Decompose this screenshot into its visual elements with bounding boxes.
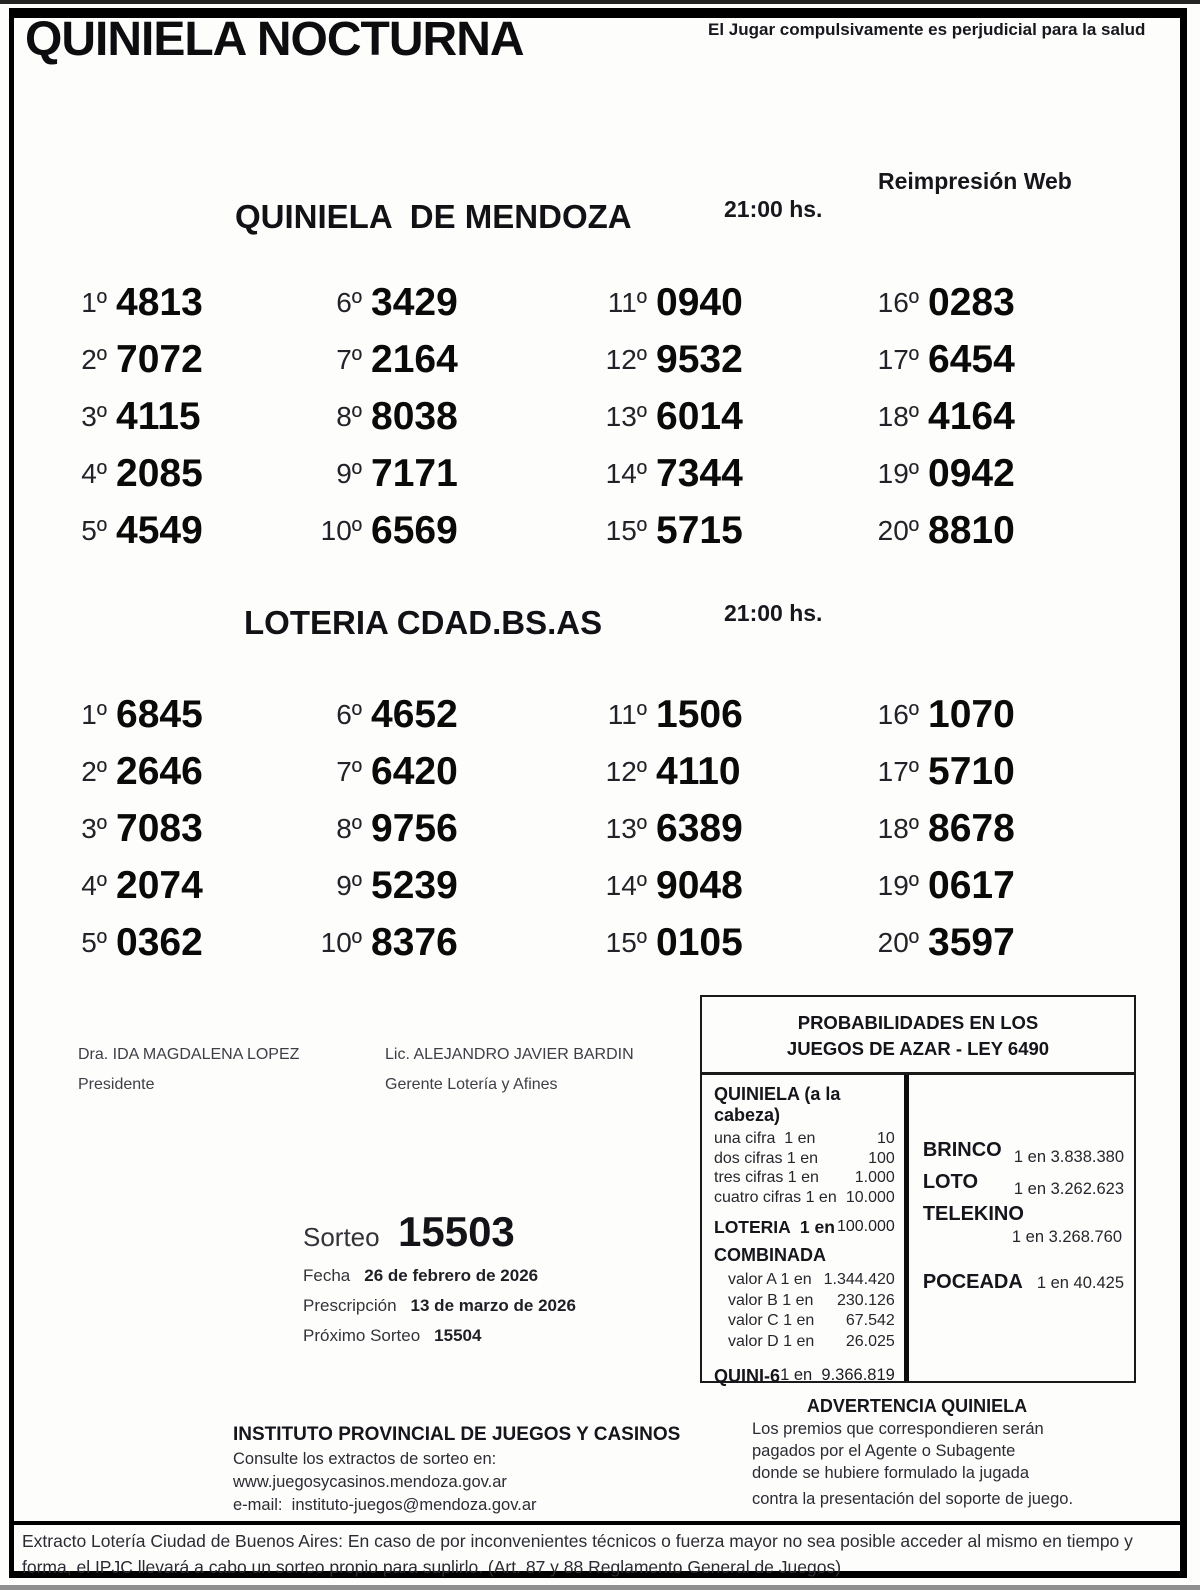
odds-label: cuatro cifras 1 en <box>714 1188 837 1206</box>
game-name: TELEKINO <box>922 1203 1024 1225</box>
result-cell <box>857 857 1137 914</box>
result-position: 18º <box>877 400 919 432</box>
odds-label: una cifra 1 en <box>714 1130 816 1147</box>
combinada-odds-header: COMBINADA <box>714 1245 826 1265</box>
results-grid-bsas <box>45 686 1137 971</box>
game-name: POCEADA <box>922 1271 1023 1293</box>
result-position: 20º <box>877 926 919 958</box>
probabilities-title-line1: PROBABILIDADES EN LOS <box>797 1012 1039 1033</box>
odds-label: valor A 1 en <box>728 1271 812 1288</box>
result-number: 9048 <box>656 863 743 907</box>
result-cell <box>857 445 1137 502</box>
odds-value: 67.542 <box>845 1312 895 1329</box>
odds-value: 10 <box>877 1130 895 1147</box>
result-cell <box>585 331 857 388</box>
advertencia-line: contra la presentación del soporte de juego. <box>752 1490 1074 1508</box>
odds-row <box>714 1129 895 1149</box>
page-edge-strip-bottom <box>0 1585 1200 1590</box>
odds-row <box>714 1149 895 1169</box>
result-number: 1070 <box>928 692 1015 736</box>
result-number: 2646 <box>116 749 203 793</box>
result-position: 2º <box>81 343 107 375</box>
game-name: BRINCO <box>922 1139 1002 1161</box>
prescripcion-label: Prescripción <box>303 1296 397 1315</box>
result-position: 9º <box>336 457 362 489</box>
result-number: 0617 <box>928 863 1015 907</box>
loteria-odds-value: 100.000 <box>836 1218 895 1235</box>
loteria-odds-label: LOTERIA 1 en <box>714 1217 835 1237</box>
result-position: 14º <box>605 869 647 901</box>
result-cell <box>45 502 300 559</box>
result-number: 7344 <box>656 451 743 495</box>
result-cell <box>45 800 300 857</box>
reprint-label: Reimpresión Web <box>878 168 1072 194</box>
probabilities-title <box>702 997 1134 1075</box>
result-number: 4110 <box>656 749 741 793</box>
result-cell <box>45 331 300 388</box>
result-position: 2º <box>81 755 107 787</box>
odds-row <box>728 1291 895 1312</box>
result-cell <box>585 502 857 559</box>
result-position: 20º <box>877 514 919 546</box>
section-time-mendoza: 21:00 hs. <box>724 196 823 222</box>
odds-label: valor C 1 en <box>728 1312 815 1329</box>
result-cell <box>857 914 1137 971</box>
advertencia-title: ADVERTENCIA QUINIELA <box>806 1396 1028 1416</box>
section-time-bsas: 21:00 hs. <box>724 600 823 626</box>
probabilities-body <box>702 1075 1134 1386</box>
odds-value: 10.000 <box>845 1188 895 1206</box>
game-odds-value: 1 en 40.425 <box>1036 1274 1124 1292</box>
result-number: 8376 <box>371 920 458 964</box>
result-position: 5º <box>81 514 107 546</box>
prescripcion-row <box>303 1296 576 1316</box>
fecha-value: 26 de febrero de 2026 <box>364 1266 539 1285</box>
result-position: 14º <box>605 457 647 489</box>
prescripcion-value: 13 de marzo de 2026 <box>410 1296 576 1315</box>
result-number: 5715 <box>656 508 743 552</box>
signatory-name: Lic. ALEJANDRO JAVIER BARDIN <box>385 1046 634 1063</box>
result-cell <box>300 502 585 559</box>
result-cell <box>300 743 585 800</box>
result-cell <box>45 445 300 502</box>
result-number: 4813 <box>116 280 203 324</box>
result-cell <box>45 388 300 445</box>
probabilities-right-column <box>909 1075 1134 1381</box>
advertencia-line: donde se hubiere formulado la jugada <box>752 1464 1030 1482</box>
result-position: 10º <box>320 514 362 546</box>
proximo-sorteo-label: Próximo Sorteo <box>303 1326 421 1345</box>
odds-label: tres cifras 1 en <box>714 1169 819 1186</box>
result-cell <box>857 743 1137 800</box>
proximo-sorteo-value: 15504 <box>434 1326 482 1345</box>
fecha-row <box>303 1266 538 1286</box>
result-cell <box>45 743 300 800</box>
odds-value: 230.126 <box>836 1291 895 1309</box>
signatory-role: Presidente <box>78 1076 155 1093</box>
game-odds-value: 1 en 3.838.380 <box>1013 1148 1124 1166</box>
instituto-website: www.juegosycasinos.mendoza.gov.ar <box>233 1473 507 1491</box>
result-cell <box>45 914 300 971</box>
result-cell <box>585 914 857 971</box>
proximo-sorteo-row <box>303 1326 481 1346</box>
result-position: 16º <box>877 698 919 730</box>
result-cell <box>857 800 1137 857</box>
result-position: 10º <box>320 926 362 958</box>
result-cell <box>300 388 585 445</box>
sorteo-number: 15503 <box>398 1208 515 1255</box>
result-cell <box>300 686 585 743</box>
result-number: 0105 <box>656 920 743 964</box>
result-number: 5239 <box>371 863 458 907</box>
result-position: 7º <box>336 343 362 375</box>
health-warning-text: El Jugar compulsivamente es perjudicial para la salud <box>708 20 1146 39</box>
page-title: QUINIELA NOCTURNA <box>25 13 524 66</box>
quini6-odds-value: 1 en 9.366.819 <box>780 1366 895 1384</box>
result-cell <box>585 274 857 331</box>
game-name: LOTO <box>922 1171 978 1193</box>
result-position: 11º <box>607 286 647 318</box>
result-position: 15º <box>605 926 647 958</box>
result-number: 6420 <box>371 749 458 793</box>
odds-label: dos cifras 1 en <box>714 1149 819 1167</box>
result-cell <box>857 686 1137 743</box>
result-position: 15º <box>605 514 647 546</box>
result-cell <box>300 274 585 331</box>
result-number: 4115 <box>116 394 201 438</box>
odds-value: 26.025 <box>845 1332 895 1350</box>
result-number: 5710 <box>928 749 1015 793</box>
result-cell <box>45 274 300 331</box>
game-odds-value: 1 en 3.262.623 <box>1013 1180 1124 1198</box>
result-number: 0942 <box>928 451 1015 495</box>
odds-label: valor D 1 en <box>728 1332 815 1350</box>
game-odds-loto <box>922 1171 1124 1198</box>
result-position: 4º <box>81 457 107 489</box>
probabilities-box <box>700 995 1136 1386</box>
result-position: 17º <box>877 755 919 787</box>
footer-note-line: Extracto Lotería Ciudad de Buenos Aires: En caso de por inconvenientes técnicos o fuerza mayor no sea posible acceder al mismo en tiempo y <box>22 1531 1133 1551</box>
result-position: 8º <box>336 812 362 844</box>
result-number: 1506 <box>656 692 743 736</box>
result-position: 6º <box>336 698 362 730</box>
result-number: 3597 <box>928 920 1015 964</box>
quiniela-odds-header: QUINIELA (a la cabeza) <box>714 1084 841 1125</box>
quini6-odds-row <box>714 1366 895 1387</box>
sorteo-label: Sorteo <box>303 1222 380 1252</box>
quini6-odds-label: QUINI-6 <box>714 1366 781 1386</box>
result-cell <box>857 274 1137 331</box>
result-cell <box>857 502 1137 559</box>
result-position: 19º <box>877 457 919 489</box>
result-number: 0940 <box>656 280 743 324</box>
result-position: 18º <box>877 812 919 844</box>
result-number: 7072 <box>116 337 203 381</box>
result-position: 19º <box>877 869 919 901</box>
game-odds-brinco <box>922 1139 1124 1166</box>
result-number: 4164 <box>928 394 1015 438</box>
instituto-line: Consulte los extractos de sorteo en: <box>233 1450 497 1468</box>
odds-row <box>714 1188 895 1208</box>
result-position: 8º <box>336 400 362 432</box>
probabilities-left-column <box>702 1075 909 1386</box>
result-number: 4549 <box>116 508 203 552</box>
result-position: 13º <box>605 812 647 844</box>
result-position: 3º <box>81 400 107 432</box>
fecha-label: Fecha <box>303 1266 351 1285</box>
result-cell <box>45 686 300 743</box>
page-edge-strip <box>0 0 1200 4</box>
result-number: 2164 <box>371 337 458 381</box>
signatory-name: Dra. IDA MAGDALENA LOPEZ <box>78 1046 300 1063</box>
result-cell <box>300 445 585 502</box>
odds-value: 1.000 <box>854 1169 895 1186</box>
result-cell <box>585 857 857 914</box>
result-number: 9532 <box>656 337 743 381</box>
result-cell <box>300 914 585 971</box>
probabilities-title-line2: JUEGOS DE AZAR - LEY 6490 <box>786 1038 1050 1059</box>
result-number: 0283 <box>928 280 1015 324</box>
advertencia-line: Los premios que correspondieren serán <box>752 1420 1044 1438</box>
result-number: 2074 <box>116 863 203 907</box>
result-position: 17º <box>877 343 919 375</box>
result-cell <box>585 686 857 743</box>
result-cell <box>857 331 1137 388</box>
result-number: 7171 <box>371 451 458 495</box>
odds-label: valor B 1 en <box>728 1291 814 1309</box>
result-cell <box>857 388 1137 445</box>
instituto-email: e-mail: instituto-juegos@mendoza.gov.ar <box>233 1496 537 1514</box>
result-position: 12º <box>605 343 647 375</box>
result-cell <box>585 800 857 857</box>
odds-value: 1.344.420 <box>823 1271 895 1288</box>
odds-row <box>714 1168 895 1188</box>
result-cell <box>585 445 857 502</box>
footer-note-line: forma, el IPJC llevará a cabo un sorteo propio para suplirlo. (Art. 87 y 88 Reglamento General de Juegos) <box>22 1557 842 1577</box>
result-number: 8678 <box>928 806 1015 850</box>
result-number: 2085 <box>116 451 203 495</box>
result-number: 6569 <box>371 508 458 552</box>
section-title-mendoza: QUINIELA DE MENDOZA <box>235 198 632 235</box>
odds-row <box>728 1270 895 1291</box>
game-odds-poceada <box>923 1271 1124 1294</box>
result-position: 12º <box>605 755 647 787</box>
result-number: 8038 <box>371 394 458 438</box>
result-position: 1º <box>81 698 107 730</box>
result-cell <box>585 743 857 800</box>
odds-row <box>728 1311 895 1332</box>
signatory-role: Gerente Lotería y Afines <box>385 1076 558 1093</box>
result-position: 9º <box>336 869 362 901</box>
result-position: 4º <box>81 869 107 901</box>
result-number: 6014 <box>656 394 743 438</box>
result-number: 6389 <box>656 806 743 850</box>
result-position: 3º <box>81 812 107 844</box>
result-cell <box>300 331 585 388</box>
loteria-odds-row <box>714 1216 895 1238</box>
result-number: 6454 <box>928 337 1015 381</box>
result-position: 16º <box>877 286 919 318</box>
result-number: 9756 <box>371 806 458 850</box>
result-number: 3429 <box>371 280 458 324</box>
result-position: 13º <box>605 400 647 432</box>
result-cell <box>300 800 585 857</box>
footer-divider <box>14 1521 1180 1525</box>
results-grid-mendoza <box>45 274 1137 559</box>
instituto-name: INSTITUTO PROVINCIAL DE JUEGOS Y CASINOS <box>233 1424 681 1445</box>
result-position: 5º <box>81 926 107 958</box>
result-position: 7º <box>336 755 362 787</box>
result-position: 1º <box>81 286 107 318</box>
section-title-bsas: LOTERIA CDAD.BS.AS <box>244 604 603 641</box>
result-number: 6845 <box>116 692 203 736</box>
odds-value: 100 <box>868 1149 895 1167</box>
odds-row <box>728 1332 895 1353</box>
quiniela-odds-rows <box>714 1129 895 1207</box>
result-number: 8810 <box>928 508 1015 552</box>
game-odds-value: 1 en 3.268.760 <box>1011 1228 1122 1246</box>
result-cell <box>45 857 300 914</box>
advertencia-line: pagados por el Agente o Subagente <box>752 1442 1016 1460</box>
result-number: 7083 <box>116 806 203 850</box>
result-cell <box>585 388 857 445</box>
result-number: 4652 <box>371 692 458 736</box>
game-odds-telekino <box>923 1203 1124 1247</box>
combinada-odds-rows <box>714 1270 895 1352</box>
result-position: 11º <box>607 698 647 730</box>
result-cell <box>300 857 585 914</box>
result-position: 6º <box>336 286 362 318</box>
result-number: 0362 <box>116 920 203 964</box>
